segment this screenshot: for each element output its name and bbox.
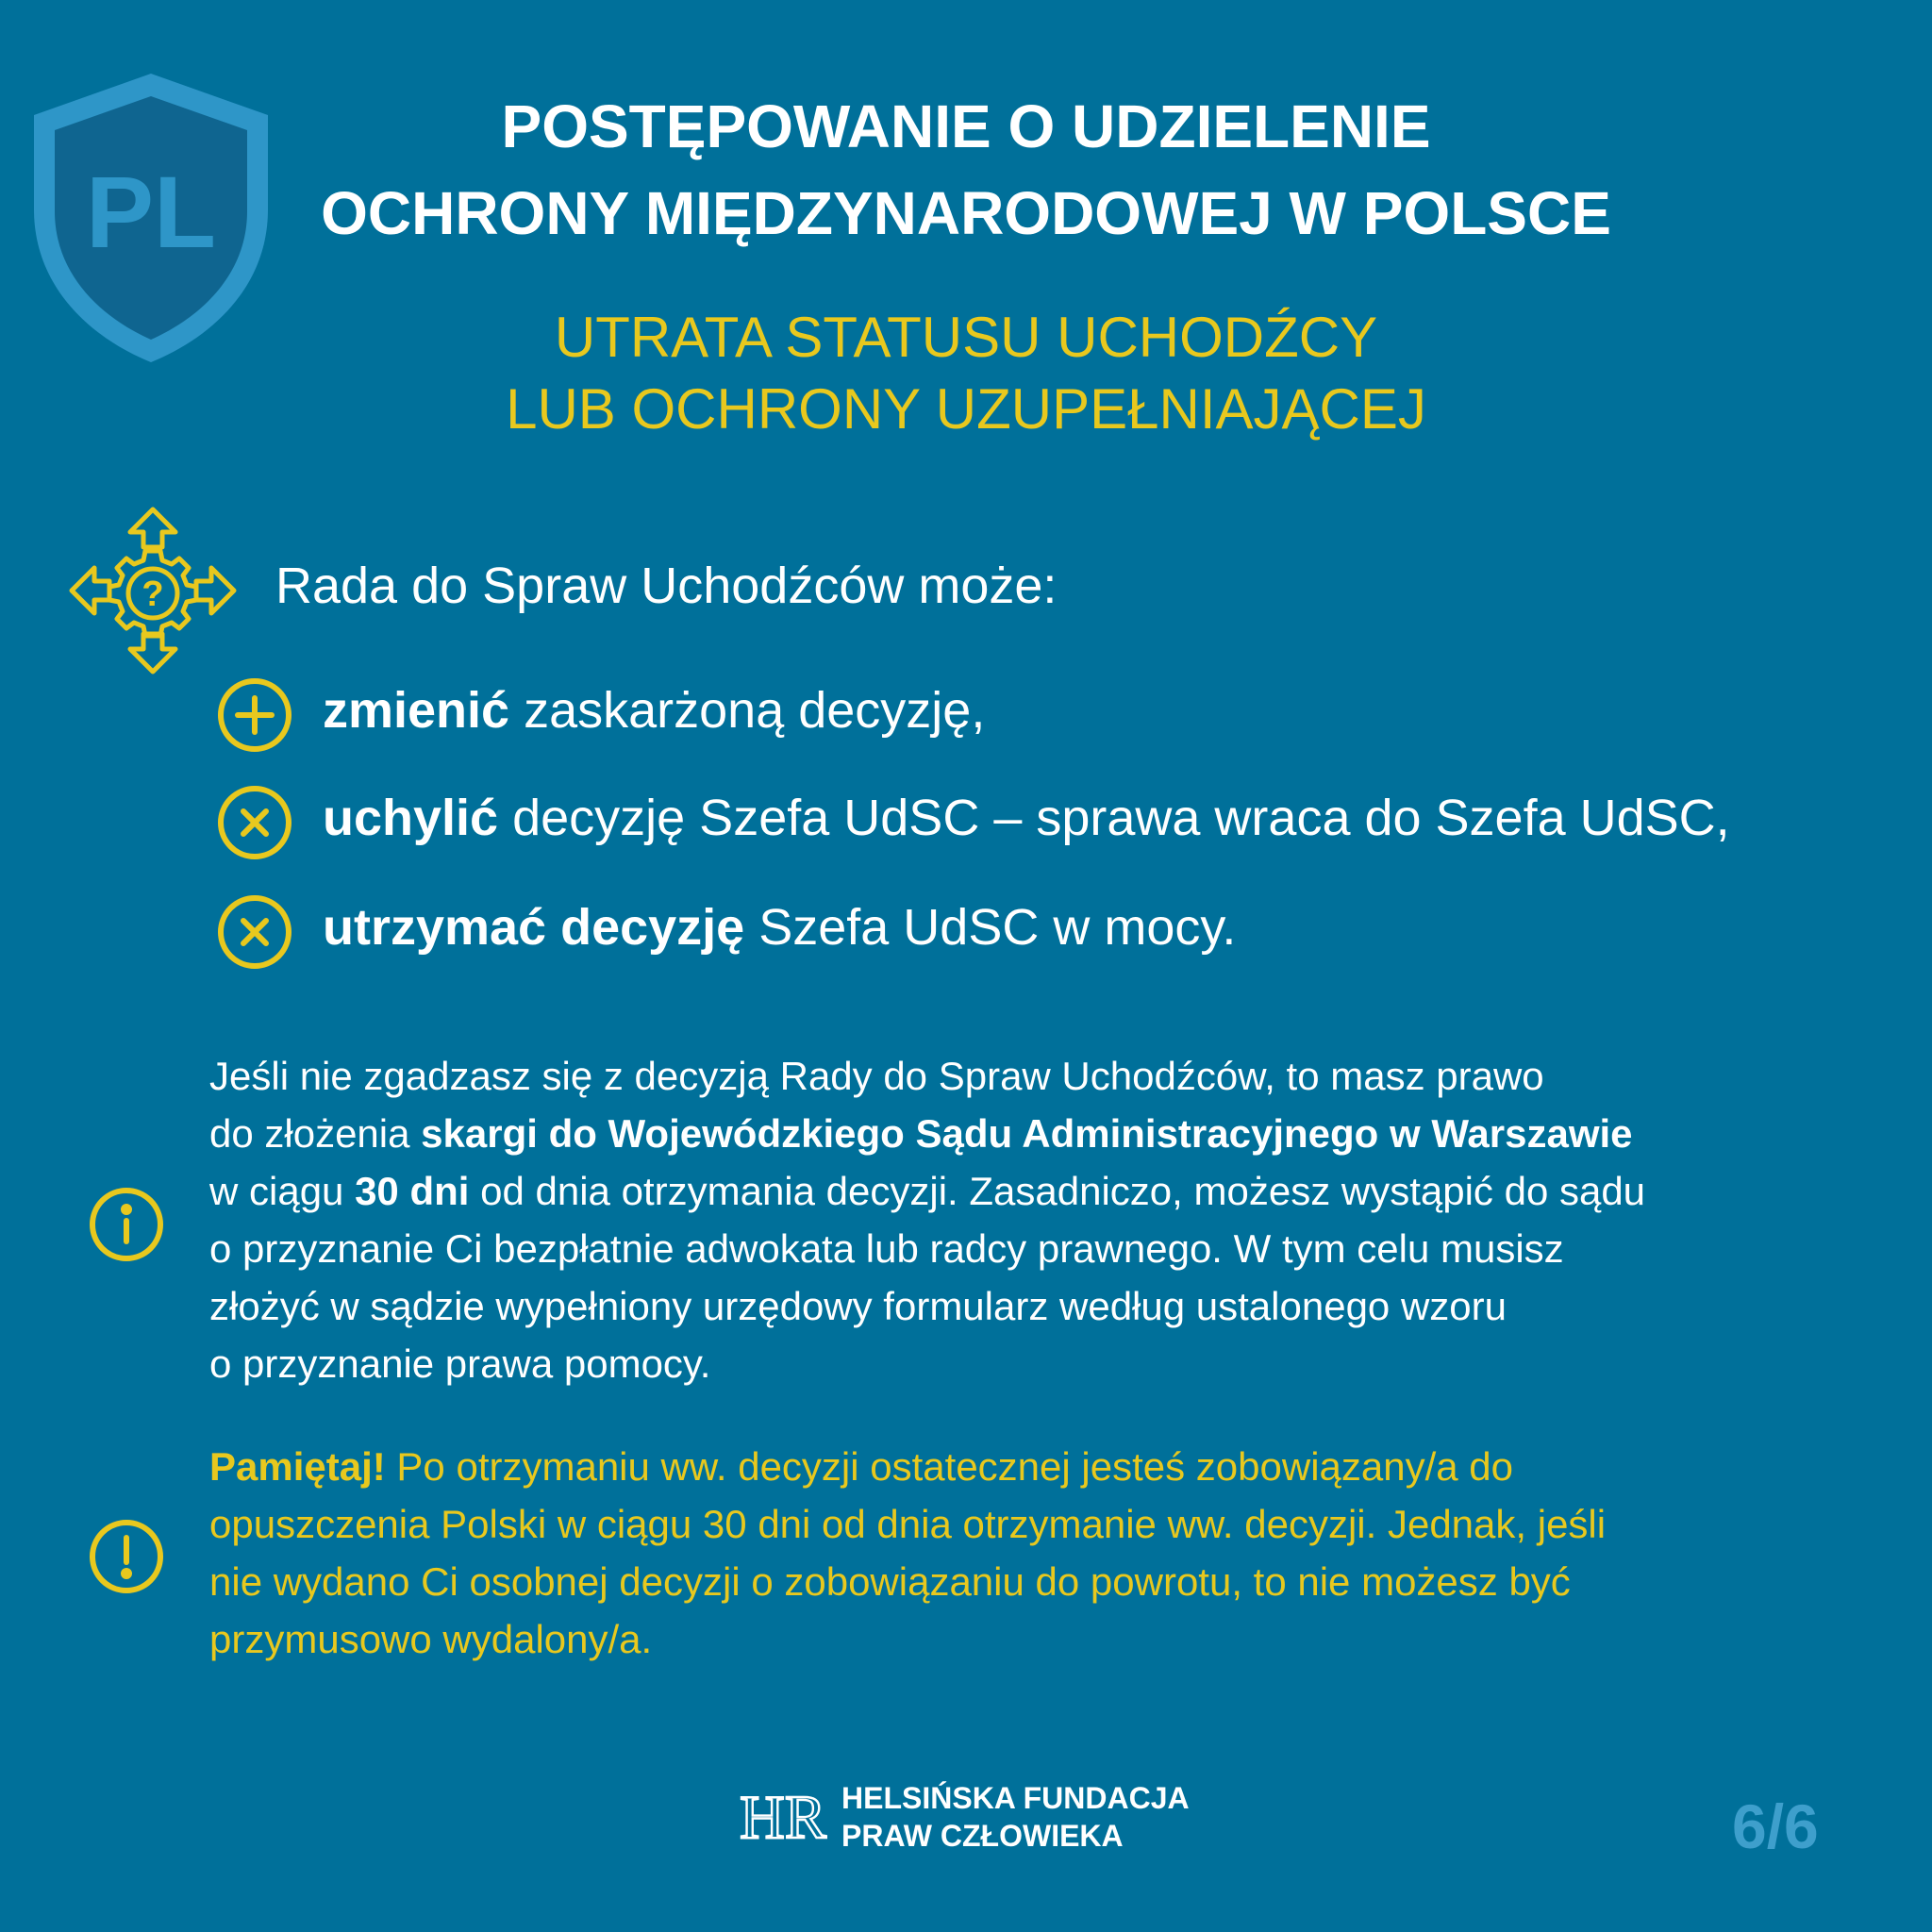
info-line: w ciągu 30 dni od dnia otrzymania decyzji. Zasadniczo, możesz wystąpić do sądu [209,1169,1646,1213]
info-paragraph [209,1047,1870,1392]
hfpc-logo-text: HR [740,1783,826,1852]
page-subtitle [0,302,1932,445]
option-uphold-rest: Szefa UdSC w mocy. [744,899,1237,956]
title-line-1: POSTĘPOWANIE O UDZIELENIE [501,92,1431,160]
foundation-name-line-2: PRAW CZŁOWIEKA [841,1819,1124,1853]
option-revoke [323,785,1730,851]
warning-line: Pamiętaj! Po otrzymaniu ww. decyzji ostatecznej jesteś zobowiązany/a do [209,1444,1514,1489]
option-revoke-bold: uchylić [323,790,499,846]
foundation-name [841,1779,1190,1855]
info-bold-court: skargi do Wojewódzkiego Sądu Administracyjnego w Warszawie [421,1111,1633,1156]
warning-line: przymusowo wydalony/a. [209,1617,653,1661]
warning-line: opuszczenia Polski w ciągu 30 dni od dnia otrzymanie ww. decyzji. Jednak, jeśli [209,1502,1607,1546]
warning-line: nie wydano Ci osobnej decyzji o zobowiązaniu do powrotu, to nie możesz być [209,1559,1571,1604]
hfpc-logo [740,1777,826,1853]
shield-label: PL [85,155,217,269]
subtitle-line-1: UTRATA STATUSU UCHODŹCY [554,306,1378,369]
x-circle-icon [215,783,294,862]
info-bold-days: 30 dni [355,1169,470,1213]
info-line: Jeśli nie zgadzasz się z decyzją Rady do Spraw Uchodźców, to masz prawo [209,1054,1544,1098]
svg-text:?: ? [142,575,164,614]
plus-circle-icon [215,675,294,755]
info-line: o przyznanie prawa pomocy. [209,1341,711,1386]
option-uphold [323,894,1236,960]
option-change-rest: zaskarżoną decyzję, [509,682,986,739]
option-change [323,677,985,743]
warning-paragraph [209,1438,1870,1668]
info-line: złożyć w sądzie wypełniony urzędowy formularz według ustalonego wzoru [209,1284,1507,1328]
page-title [0,83,1932,257]
page-number: 6/6 [1732,1791,1819,1861]
intro-text: Rada do Spraw Uchodźców może: [275,558,1058,614]
exclamation-icon [87,1517,166,1596]
subtitle-line-2: LUB OCHRONY UZUPEŁNIAJĄCEJ [506,377,1426,441]
info-line: do złożenia skargi do Wojewódzkiego Sądu Administracyjnego w Warszawie [209,1111,1633,1156]
info-icon [87,1185,166,1264]
option-change-bold: zmienić [323,682,510,739]
option-uphold-bold: utrzymać decyzję [323,899,745,956]
x-circle-icon [215,892,294,972]
warning-bold: Pamiętaj! [209,1444,386,1489]
info-line: o przyznanie Ci bezpłatnie adwokata lub radcy prawnego. W tym celu musisz [209,1226,1564,1271]
gear-question-arrows-icon [68,506,238,675]
title-line-2: OCHRONY MIĘDZYNARODOWEJ W POLSCE [321,179,1611,247]
foundation-name-line-1: HELSIŃSKA FUNDACJA [841,1781,1190,1815]
option-revoke-rest: decyzję Szefa UdSC – sprawa wraca do Szefa UdSC, [498,790,1730,846]
